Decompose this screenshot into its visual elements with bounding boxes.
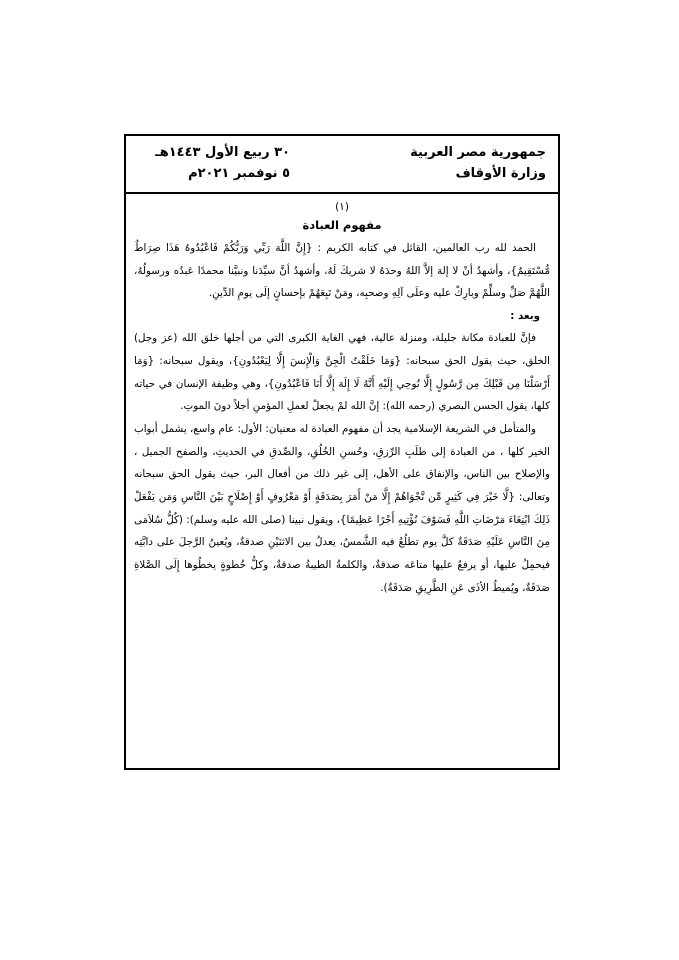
sermon-title: مفهوم العبادة bbox=[302, 218, 382, 232]
ministry-name: وزارة الأوقاف bbox=[455, 166, 546, 181]
hijri-date: ٣٠ ربيع الأول ١٤٤٣هـ bbox=[155, 145, 290, 160]
paragraph-1: فإنَّ للعبادة مكانة جليلة، ومنزلة عالية، فهي الغاية الكبرى التي من أجلها خلق الله (عز وجل) الخلق، حيث يقول الحق سبحانه: {وَمَا خَلَقْتُ الْجِنَّ وَالْإِنسَ إِلَّا لِيَعْبُدُونِ}، ويقول سبحانه: {وَمَا أَرْسَلْنَا مِن قَبْلِكَ مِن رَّسُولٍ إِلَّا نُوحِي إِلَيْهِ أَنَّهُ لَا إِلَهَ إِلَّا أَنَا فَاعْبُدُونِ}، وهي وظيفة الإنسان في حياته كلها، يقول الحسن البصري (رحمه الله): إنَّ الله لمْ يجعلْ لعملِ المؤمنِ أجلاً دونَ الموتِ. bbox=[134, 332, 550, 413]
paragraph-2: والمتأمل في الشريعة الإسلامية يجد أن مفهوم العبادة له معنيان: الأول: عام واسع، يشمل أبواب الخير كلها ، من العبادة إلى طلَبِ الرِّزقِ، وحُسنِ الخُلُقِ، والصِّدقِ في الحديثِ، والصفح الجميل ، والإصلاح بين الناس، والإنفاق على الأهل، إلى غير ذلك من أفعال البر، حيث يقول الحق سبحانه وتعالى: {لَّا خَيْرَ فِي كَثِيرٍ مِّن نَّجْوَاهُمْ إِلَّا مَنْ أَمَرَ بِصَدَقَةٍ أَوْ مَعْرُوفٍ أَوْ إِصْلَاحٍ بَيْنَ النَّاسِ وَمَن يَفْعَلْ ذَلِكَ ابْتِغَاءَ مَرْضَاتِ اللَّهِ فَسَوْفَ نُؤْتِيهِ أَجْرًا عَظِيمًا}، ويقول نبينا (صلى الله عليه وسلم): (كُلُّ سُلاَمَى مِنَ النَّاسِ عَلَيْهِ صَدَقَةٌ كلَّ يوم تطلُعُ فيه الشَّمسُ، يعدلُ بين الاثنَيْنِ صدقةٌ، ويُعينُ الرَّجلَ على دابَّتِه فيحمِلُ عليها، أو يرفعُ عليها متاعَه صدقةٌ، والكلمةُ الطيبةُ صدقةٌ، وكلُّ خُطوةٍ يخطُوها إِلَى الصَّلاةِ صَدَقَةٌ، ويُميطُ الأذَى عَنِ الطَّرِيقِ صَدَقَةٌ). bbox=[134, 422, 550, 594]
sermon-frame bbox=[124, 134, 560, 770]
transition-heading: وبعد : bbox=[510, 310, 540, 323]
gregorian-date: ٥ نوفمبر ٢٠٢١م bbox=[188, 166, 290, 181]
date-block bbox=[140, 142, 290, 184]
sermon-number: (١) bbox=[335, 201, 349, 213]
sermon-body bbox=[134, 198, 550, 600]
document-header bbox=[126, 136, 558, 194]
country-name: جمهورية مصر العربية bbox=[410, 145, 546, 160]
issuer-block bbox=[410, 142, 546, 184]
intro-paragraph: الحمد لله رب العالمين، القائل في كتابه الكريم : {إِنَّ اللَّهَ رَبِّي وَرَبُّكُمْ فَاعْبُدُوهُ هَذَا صِرَاطٌ مُّسْتَقِيمٌ}، وأشهدُ أنْ لا إلهَ إلاَّ اللهُ وحدَهُ لا شريكَ لَهُ، وأشهدُ أنَّ سيِّدَنا ونبيَّنا محمدًا عَبدُه ورسولُهُ، اللَّهُمَّ صَلِّ وسلِّمْ وبارِكْ عليه وعلَى آلِهِ وصحبِه، ومَنْ تَبِعَهُمْ بإحسانٍ إلَى يومِ الدِّينِ. bbox=[134, 242, 550, 300]
